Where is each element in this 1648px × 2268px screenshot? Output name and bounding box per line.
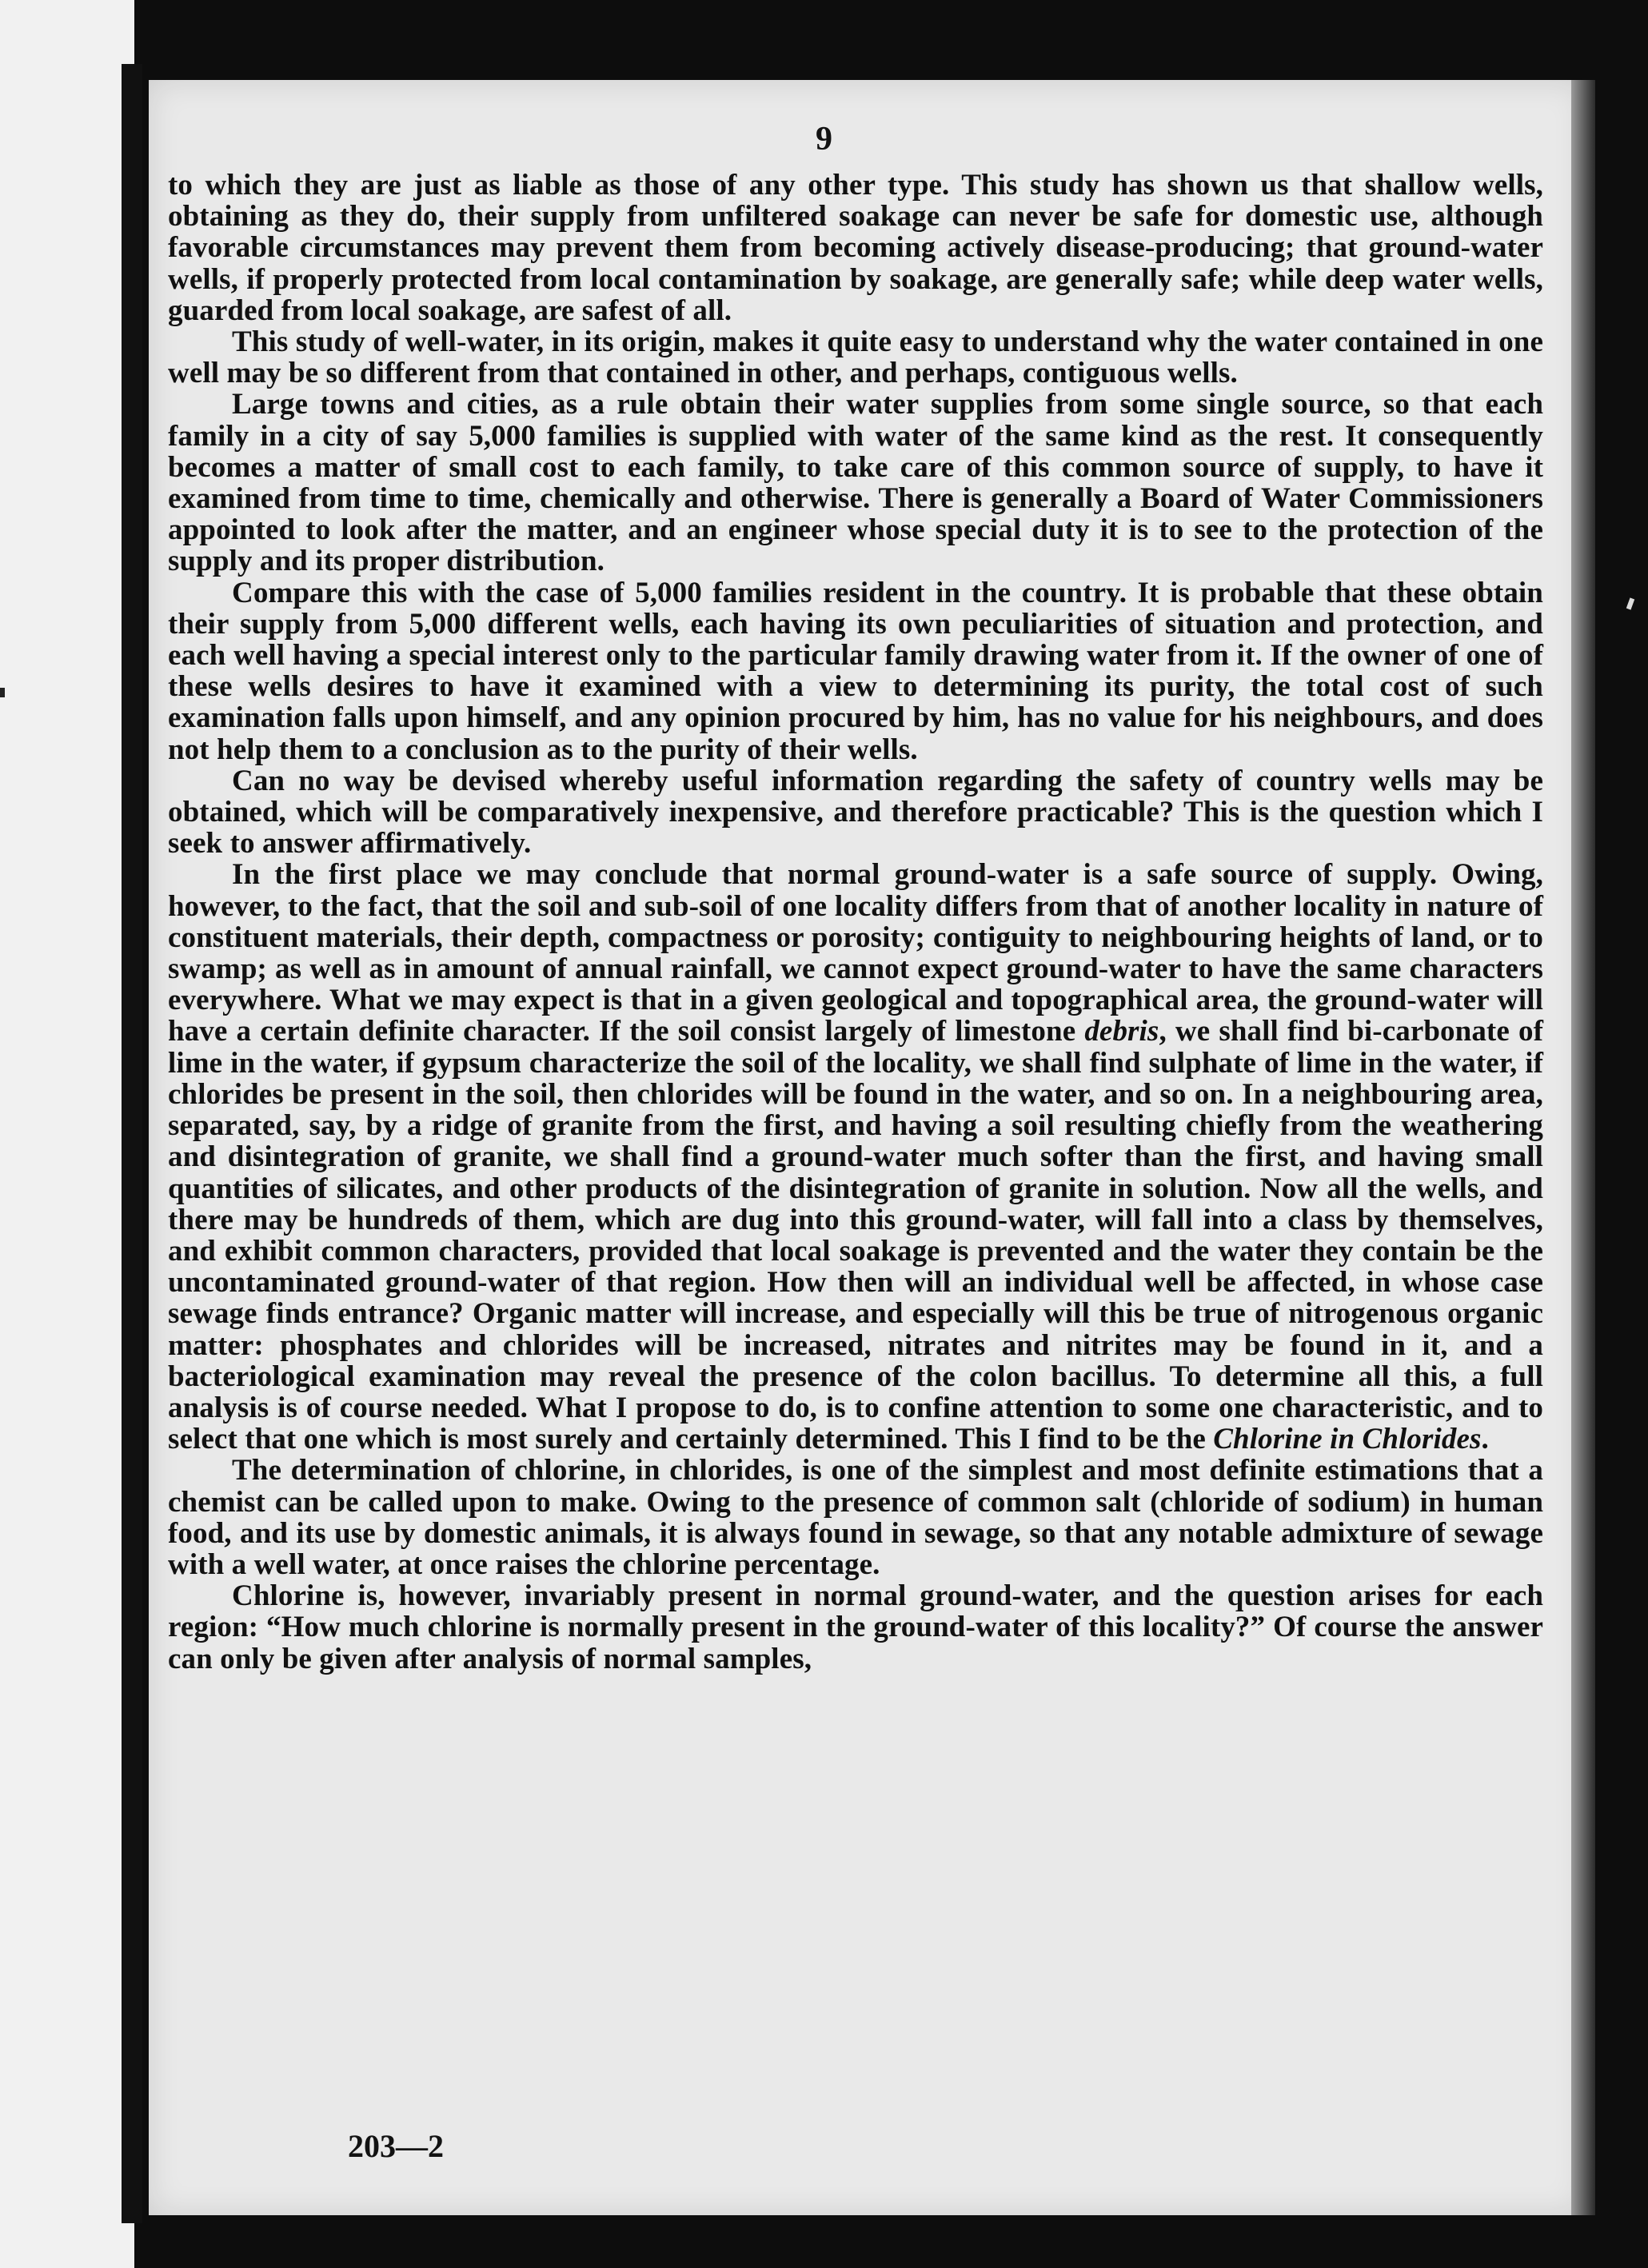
paragraph-text: Can no way be devised whereby useful information regarding the safety of country wells may be obtained, which will be comparatively inexpensive, and therefore practicable? This is the question which I seek to answer affirmatively. xyxy=(168,764,1543,860)
paragraph xyxy=(168,326,1543,389)
paragraph xyxy=(168,1580,1543,1675)
paragraph-text: This study of well-water, in its origin, makes it quite easy to understand why the water contained in one well may be so different from that contained in other, and perhaps, contiguous wells. xyxy=(168,325,1543,390)
italic-term: debris xyxy=(1084,1015,1159,1048)
paragraph-text: The determination of chlorine, in chlorides, is one of the simplest and most definite estimations that a chemist can be called upon to make. Owing to the presence of common salt (chloride of sodium) in human food, and its use by domestic animals, it is always found in sewage, so that any notable admixture of sewage with a well water, at once raises the chlorine percentage. xyxy=(168,1454,1543,1581)
paragraph-text: Large towns and cities, as a rule obtain their water supplies from some single source, so that each family in a city of say 5,000 families is supplied with water of the same kind as the rest. It consequently becomes a matter of small cost to each family, to take care of this common source of supply, to have it examined from time to time, chemically and otherwise. There is generally a Board of Water Commissioners appointed to look after the matter, and an engineer whose special duty it is to see to the protection of the supply and its proper distribution. xyxy=(168,388,1543,578)
edge-mark xyxy=(0,688,5,697)
paragraph xyxy=(168,765,1543,860)
page-number: 9 xyxy=(816,121,832,158)
punctuation: . xyxy=(1481,1423,1489,1456)
paragraph xyxy=(168,577,1543,765)
paragraph xyxy=(168,859,1543,1455)
italic-term: Chlorine in Chlorides xyxy=(1213,1423,1482,1456)
paragraph-text: In the first place we may conclude that normal ground-water is a safe source of supply. Owing, however, to the fact, that the soil and sub-soil of one locality differs from that of another locality in nature of constituent materials, their depth, compactness or porosity; contiguity to neighbouring heights of land, or to swamp; as well as in amount of annual rainfall, we cannot expect ground-water to have the same characters everywhere. What we may expect is that in a given geological and topographical area, the ground-water will have a certain definite character. If the soil consist largely of limestone xyxy=(168,858,1543,1048)
paragraph-text: Compare this with the case of 5,000 families resident in the country. It is probable that these obtain their supply from 5,000 different wells, each having its own peculiarities of situation and protection, and each well having a special interest only to the particular family drawing water from it. If the owner of one of these wells desires to have it examined with a view to determining its purity, the total cost of such examination falls upon himself, and any opinion procured by him, has no value for his neighbours, and does not help them to a conclusion as to the purity of their wells. xyxy=(168,576,1543,766)
body-text xyxy=(168,170,1543,1675)
paragraph xyxy=(168,1455,1543,1580)
paragraph-text: to which they are just as liable as those of any other type. This study has shown us that shallow wells, obtaining as they do, their supply from unfiltered soakage can never be safe for domestic use, although favorable circumstances may prevent them from becoming actively disease-producing; that ground-water wells, if properly protected from local contamination by soakage, are generally safe; while deep water wells, guarded from local soakage, are safest of all. xyxy=(168,169,1543,327)
scan-artifact xyxy=(1626,597,1634,609)
paragraph-text: Chlorine is, however, invariably present in normal ground-water, and the question arises for each region: “How much chlorine is normally present in the ground-water of this locality?” Of course the answer can only be given after analysis of normal samples, xyxy=(168,1579,1543,1675)
book-spine xyxy=(122,64,142,2223)
paragraph xyxy=(168,389,1543,577)
paragraph xyxy=(168,170,1543,326)
page-edge-shadow xyxy=(1571,80,1595,2215)
paragraph-text: , we shall find bi-carbonate of lime in the water, if gypsum characterize the soil of the locality, we shall find sulphate of lime in the water, if chlorides be present in the soil, then chlorides will be found in the water, and so on. In a neighbouring area, separated, say, by a ridge of granite from the first, and having a soil resulting chiefly from the weathering and disintegration of granite, we shall find a ground-water much softer than the first, and having small quantities of silicates, and other products of the disintegration of granite in solution. Now all the wells, and there may be hundreds of them, which are dug into this ground-water, will fall into a class by themselves, and exhibit common characters, provided that local soakage is prevented and the water they contain be the uncontaminated ground-water of that region. How then will an individual well be affected, in whose case sewage finds entrance? Organic matter will increase, and especially will this be true of nitrogenous organic matter: phosphates and chlorides will be increased, nitrates and nitrites may be found in it, and a bacteriological examination may reveal the presence of the colon bacillus. To determine all this, a full analysis is of course needed. What I propose to do, is to confine attention to some one characteristic, and to select that one which is most surely and certainly determined. This I find to be the xyxy=(168,1015,1543,1456)
signature-mark: 203—2 xyxy=(348,2128,444,2164)
adjacent-page-edge xyxy=(0,0,134,2268)
